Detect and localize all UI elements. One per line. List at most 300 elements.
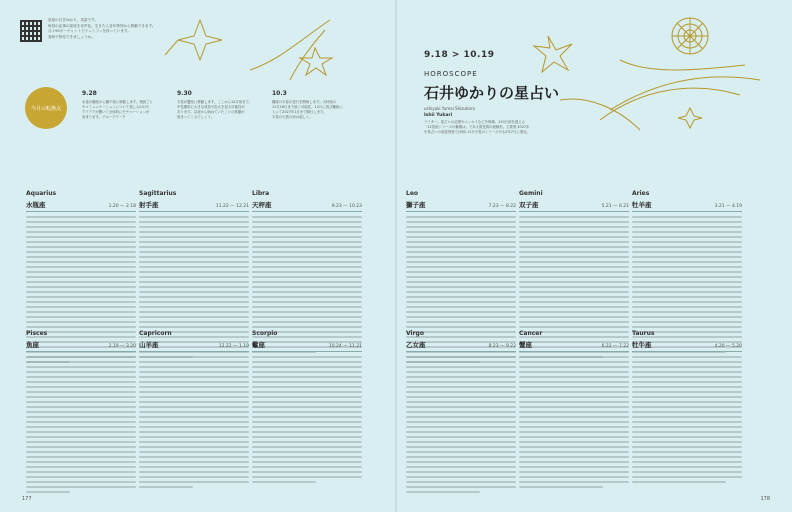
text-line — [26, 411, 136, 413]
text-line — [252, 436, 362, 438]
text-line — [26, 266, 136, 268]
qr-note-line: 春秋で特変できましょうか。 — [48, 34, 95, 39]
page-number-left: 177 — [22, 496, 32, 502]
sign-dates: 11.22 — 12.21 — [215, 204, 249, 209]
period-line: 中長期的に大きな成長や拡大を見る可能性が — [177, 105, 245, 109]
text-line — [252, 386, 362, 388]
text-line — [406, 436, 516, 438]
text-line — [519, 446, 629, 448]
text-line — [519, 256, 629, 258]
text-line — [406, 381, 516, 383]
text-line — [26, 326, 136, 328]
text-line — [26, 246, 136, 248]
text-line — [26, 446, 136, 448]
text-line — [26, 486, 136, 488]
text-line — [139, 436, 249, 438]
text-line — [519, 471, 629, 473]
text-line — [519, 251, 629, 253]
sign-dates: 2.19 — 3.20 — [108, 344, 136, 349]
text-line — [406, 466, 516, 468]
text-line — [632, 441, 742, 443]
zodiac-column-taurus — [632, 330, 742, 486]
text-line — [139, 311, 249, 313]
text-line — [632, 376, 742, 378]
sign-dates: 4.20 — 5.20 — [714, 344, 742, 349]
horoscope-text-block — [406, 356, 516, 493]
text-line — [632, 281, 742, 283]
text-line — [632, 381, 742, 383]
sign-name-en: Cancer — [519, 330, 543, 337]
text-line — [519, 301, 629, 303]
text-line — [139, 321, 249, 323]
text-line — [406, 236, 516, 238]
sign-name-en: Leo — [406, 190, 419, 197]
text-line — [26, 271, 136, 273]
text-line — [252, 451, 362, 453]
text-line — [632, 431, 742, 433]
text-line — [26, 221, 136, 223]
text-line — [252, 326, 362, 328]
text-line — [406, 491, 480, 493]
text-line — [139, 366, 249, 368]
sign-name-en: Scorpio — [252, 330, 278, 337]
sign-header — [26, 340, 136, 352]
text-line — [632, 271, 742, 273]
sign-name-en: Aries — [632, 190, 650, 197]
text-line — [519, 466, 629, 468]
text-line — [26, 371, 136, 373]
text-line — [252, 391, 362, 393]
text-line — [139, 256, 249, 258]
text-line — [252, 316, 362, 318]
text-line — [519, 316, 629, 318]
text-line — [139, 451, 249, 453]
text-line — [519, 286, 629, 288]
horoscope-text-block — [26, 356, 136, 493]
text-line — [139, 421, 249, 423]
text-line — [632, 356, 742, 358]
text-line — [252, 231, 362, 233]
text-line — [632, 396, 742, 398]
text-line — [252, 406, 362, 408]
text-line — [406, 396, 516, 398]
sparkle-star-icon — [165, 20, 222, 60]
text-line — [26, 416, 136, 418]
sign-dates: 5.21 — 6.21 — [601, 204, 629, 209]
text-line — [26, 391, 136, 393]
text-line — [139, 486, 193, 488]
text-line — [139, 426, 249, 428]
sign-header — [252, 340, 362, 352]
text-line — [519, 236, 629, 238]
text-line — [632, 221, 742, 223]
text-line — [26, 421, 136, 423]
text-line — [26, 426, 136, 428]
text-line — [519, 296, 629, 298]
text-line — [139, 301, 249, 303]
text-line — [139, 266, 249, 268]
text-line — [519, 451, 629, 453]
text-line — [252, 261, 362, 263]
qr-code[interactable] — [20, 20, 42, 42]
text-line — [632, 306, 742, 308]
shooting-star-icon — [250, 20, 332, 80]
text-line — [519, 461, 629, 463]
text-line — [139, 481, 249, 483]
text-line — [519, 261, 629, 263]
text-line — [406, 241, 516, 243]
turning-point-badge: 今月の転換点 — [25, 87, 67, 129]
period-item — [177, 90, 255, 120]
text-line — [406, 401, 516, 403]
text-line — [632, 406, 742, 408]
text-line — [406, 356, 516, 358]
text-line — [26, 301, 136, 303]
text-line — [26, 276, 136, 278]
text-line — [632, 451, 742, 453]
text-line — [26, 306, 136, 308]
text-line — [406, 456, 516, 458]
text-line — [406, 246, 516, 248]
text-line — [519, 486, 603, 488]
text-line — [26, 476, 136, 478]
text-line — [406, 366, 516, 368]
text-line — [632, 466, 742, 468]
period-line: 固まってくるでしょう。 — [177, 115, 215, 119]
sign-dates: 7.23 — 8.22 — [488, 204, 516, 209]
text-line — [519, 391, 629, 393]
text-line — [139, 316, 249, 318]
text-line — [26, 471, 136, 473]
text-line — [406, 361, 516, 363]
qr-note-line: 毎回の記事の星座を音声化。生きたら各年特別から移動できます。 — [48, 23, 156, 28]
text-line — [26, 226, 136, 228]
text-line — [406, 316, 516, 318]
text-line — [26, 381, 136, 383]
text-line — [252, 361, 362, 363]
text-line — [519, 276, 629, 278]
text-line — [519, 456, 629, 458]
text-line — [519, 221, 629, 223]
text-line — [26, 451, 136, 453]
text-line — [406, 321, 516, 323]
text-line — [139, 401, 249, 403]
text-line — [26, 251, 136, 253]
text-line — [406, 326, 516, 328]
text-line — [139, 306, 249, 308]
text-line — [519, 371, 629, 373]
text-line — [406, 291, 516, 293]
text-line — [139, 221, 249, 223]
text-line — [252, 416, 362, 418]
author-name: Ishii Yukari — [424, 113, 453, 118]
text-line — [632, 476, 742, 478]
text-line — [406, 231, 516, 233]
period-line: 獅座の木星が逆行を開始します。天秤座の — [272, 100, 337, 104]
text-line — [632, 266, 742, 268]
text-line — [406, 471, 516, 473]
author-bio — [424, 120, 614, 135]
sign-name-jp: 蠍座 — [252, 341, 265, 349]
text-line — [26, 481, 136, 483]
text-line — [139, 441, 249, 443]
zodiac-column-virgo — [406, 330, 516, 496]
text-line — [632, 421, 742, 423]
text-line — [632, 471, 742, 473]
text-line — [252, 411, 362, 413]
text-line — [139, 386, 249, 388]
text-line — [632, 296, 742, 298]
author-bio-line: 中星占いの星座別者で(3冊) 12月予星のシリーズやも5年7月に発売。 — [424, 130, 530, 134]
sign-header — [406, 340, 516, 352]
text-line — [139, 431, 249, 433]
text-line — [252, 306, 362, 308]
text-line — [519, 431, 629, 433]
text-line — [139, 406, 249, 408]
text-line — [519, 356, 629, 358]
sign-name-jp: 乙女座 — [406, 341, 426, 349]
sign-header — [406, 200, 516, 212]
text-line — [519, 381, 629, 383]
text-line — [252, 441, 362, 443]
text-line — [632, 411, 742, 413]
text-line — [252, 356, 362, 358]
text-line — [406, 406, 516, 408]
date-range: 9.18 > 10.19 — [424, 50, 495, 60]
text-line — [139, 391, 249, 393]
text-line — [406, 286, 516, 288]
text-line — [26, 441, 136, 443]
sign-name-en: Capricorn — [139, 330, 172, 337]
text-line — [519, 426, 629, 428]
text-line — [632, 456, 742, 458]
text-line — [252, 381, 362, 383]
text-line — [26, 286, 136, 288]
text-line — [406, 221, 516, 223]
sign-dates: 3.21 — 4.19 — [714, 204, 742, 209]
text-line — [632, 426, 742, 428]
horoscope-text-block — [519, 356, 629, 488]
text-line — [26, 376, 136, 378]
text-line — [252, 221, 362, 223]
period-date: 9.30 — [177, 90, 192, 97]
text-line — [139, 246, 249, 248]
text-line — [252, 366, 362, 368]
text-line — [406, 301, 516, 303]
text-line — [139, 231, 249, 233]
period-line: 入って2027年1月まで順行します。 — [272, 110, 327, 114]
text-line — [252, 241, 362, 243]
period-line: 水星が獅座から獅子座に移動します。相談ごと — [82, 100, 153, 104]
text-line — [519, 226, 629, 228]
text-line — [406, 486, 516, 488]
text-line — [519, 241, 629, 243]
text-line — [406, 216, 516, 218]
text-line — [632, 301, 742, 303]
text-line — [406, 446, 516, 448]
text-line — [26, 261, 136, 263]
text-line — [632, 366, 742, 368]
page-number-right: 178 — [760, 496, 770, 502]
text-line — [26, 231, 136, 233]
text-line — [406, 461, 516, 463]
text-line — [519, 376, 629, 378]
sign-dates: 8.23 — 9.22 — [488, 344, 516, 349]
page-title: 石井ゆかりの星占い — [424, 84, 560, 102]
horoscope-text-block — [139, 356, 249, 488]
text-line — [632, 371, 742, 373]
period-line: 高まります。グループワーク — [82, 115, 126, 119]
period-line: やコミュニケーションについて楽しみがけた — [82, 105, 150, 109]
text-line — [519, 401, 629, 403]
text-line — [26, 431, 136, 433]
text-line — [406, 281, 516, 283]
author-bio-line: ライター。星占いの記事やエッセイなどを執筆。120万部を超える — [424, 120, 525, 124]
text-line — [632, 256, 742, 258]
text-line — [26, 356, 136, 358]
text-line — [406, 271, 516, 273]
text-line — [252, 286, 362, 288]
text-line — [519, 436, 629, 438]
text-line — [139, 271, 249, 273]
text-line — [252, 251, 362, 253]
text-line — [406, 476, 516, 478]
text-line — [139, 381, 249, 383]
text-line — [519, 281, 629, 283]
text-line — [406, 441, 516, 443]
text-line — [519, 411, 629, 413]
text-line — [406, 416, 516, 418]
sign-header — [139, 200, 249, 212]
period-line: アイデアが響いて全体的にモチベーションが — [82, 110, 150, 114]
sign-name-en: Taurus — [632, 330, 655, 337]
text-line — [632, 226, 742, 228]
text-line — [252, 311, 362, 313]
text-line — [406, 296, 516, 298]
sign-dates: 12.22 — 1.19 — [218, 344, 249, 349]
text-line — [632, 326, 742, 328]
sign-name-en: Libra — [252, 190, 270, 197]
text-line — [139, 251, 249, 253]
sign-header — [252, 200, 362, 212]
text-line — [632, 321, 742, 323]
text-line — [406, 411, 516, 413]
text-line — [406, 431, 516, 433]
text-line — [519, 311, 629, 313]
text-line — [252, 471, 362, 473]
horoscope-text-block — [632, 356, 742, 483]
author-romanized: ushiyaki Yumai Shizuhara — [424, 106, 475, 111]
text-line — [519, 366, 629, 368]
sign-dates: 9.23 — 10.23 — [331, 204, 362, 209]
text-line — [519, 406, 629, 408]
text-line — [26, 216, 136, 218]
qr-note-line: 星座の石井ゆかり、英語です。 — [48, 18, 99, 22]
text-line — [519, 216, 629, 218]
text-line — [26, 466, 136, 468]
text-line — [26, 456, 136, 458]
zodiac-column-scorpio — [252, 330, 362, 486]
text-line — [519, 386, 629, 388]
text-line — [26, 311, 136, 313]
text-line — [252, 216, 362, 218]
text-line — [26, 241, 136, 243]
qr-note-line: 月々90ポーチャントでイェシフィを持っています。 — [48, 29, 131, 34]
sign-name-jp: 射手座 — [139, 201, 159, 209]
zodiac-column-cancer — [519, 330, 629, 491]
text-line — [26, 256, 136, 258]
text-line — [519, 306, 629, 308]
sign-header — [139, 340, 249, 352]
text-line — [139, 411, 249, 413]
zodiac-column-capricorn — [139, 330, 249, 491]
text-line — [519, 396, 629, 398]
text-line — [252, 276, 362, 278]
text-line — [632, 241, 742, 243]
text-line — [252, 456, 362, 458]
text-line — [139, 396, 249, 398]
sign-dates: 6.22 — 7.22 — [601, 344, 629, 349]
text-line — [139, 356, 249, 358]
text-line — [252, 256, 362, 258]
text-line — [406, 256, 516, 258]
text-line — [252, 281, 362, 283]
text-line — [519, 266, 629, 268]
text-line — [406, 226, 516, 228]
text-line — [139, 216, 249, 218]
text-line — [139, 476, 249, 478]
text-line — [406, 251, 516, 253]
text-line — [632, 246, 742, 248]
text-line — [252, 476, 362, 478]
sign-name-en: Gemini — [519, 190, 543, 197]
text-line — [26, 436, 136, 438]
text-line — [252, 466, 362, 468]
text-line — [139, 326, 249, 328]
text-line — [252, 401, 362, 403]
text-line — [26, 396, 136, 398]
text-line — [26, 406, 136, 408]
text-line — [406, 386, 516, 388]
period-item — [82, 90, 160, 120]
text-line — [406, 481, 516, 483]
text-line — [519, 361, 629, 363]
text-line — [519, 246, 629, 248]
text-line — [632, 311, 742, 313]
period-line: 木星の大旅の前は楽しく。 — [272, 115, 313, 119]
period-date: 9.28 — [82, 90, 97, 97]
text-line — [26, 321, 136, 323]
sign-name-jp: 牡羊座 — [632, 201, 652, 209]
text-line — [139, 261, 249, 263]
text-line — [252, 246, 362, 248]
text-line — [519, 481, 629, 483]
text-line — [632, 361, 742, 363]
text-line — [632, 461, 742, 463]
sign-header — [519, 340, 629, 352]
text-line — [406, 391, 516, 393]
small-star-icon — [678, 108, 702, 128]
text-line — [26, 386, 136, 388]
text-line — [632, 261, 742, 263]
text-line — [139, 276, 249, 278]
text-line — [519, 416, 629, 418]
text-line — [139, 281, 249, 283]
text-line — [252, 446, 362, 448]
text-line — [139, 296, 249, 298]
sign-name-jp: 魚座 — [26, 341, 39, 349]
text-line — [519, 271, 629, 273]
